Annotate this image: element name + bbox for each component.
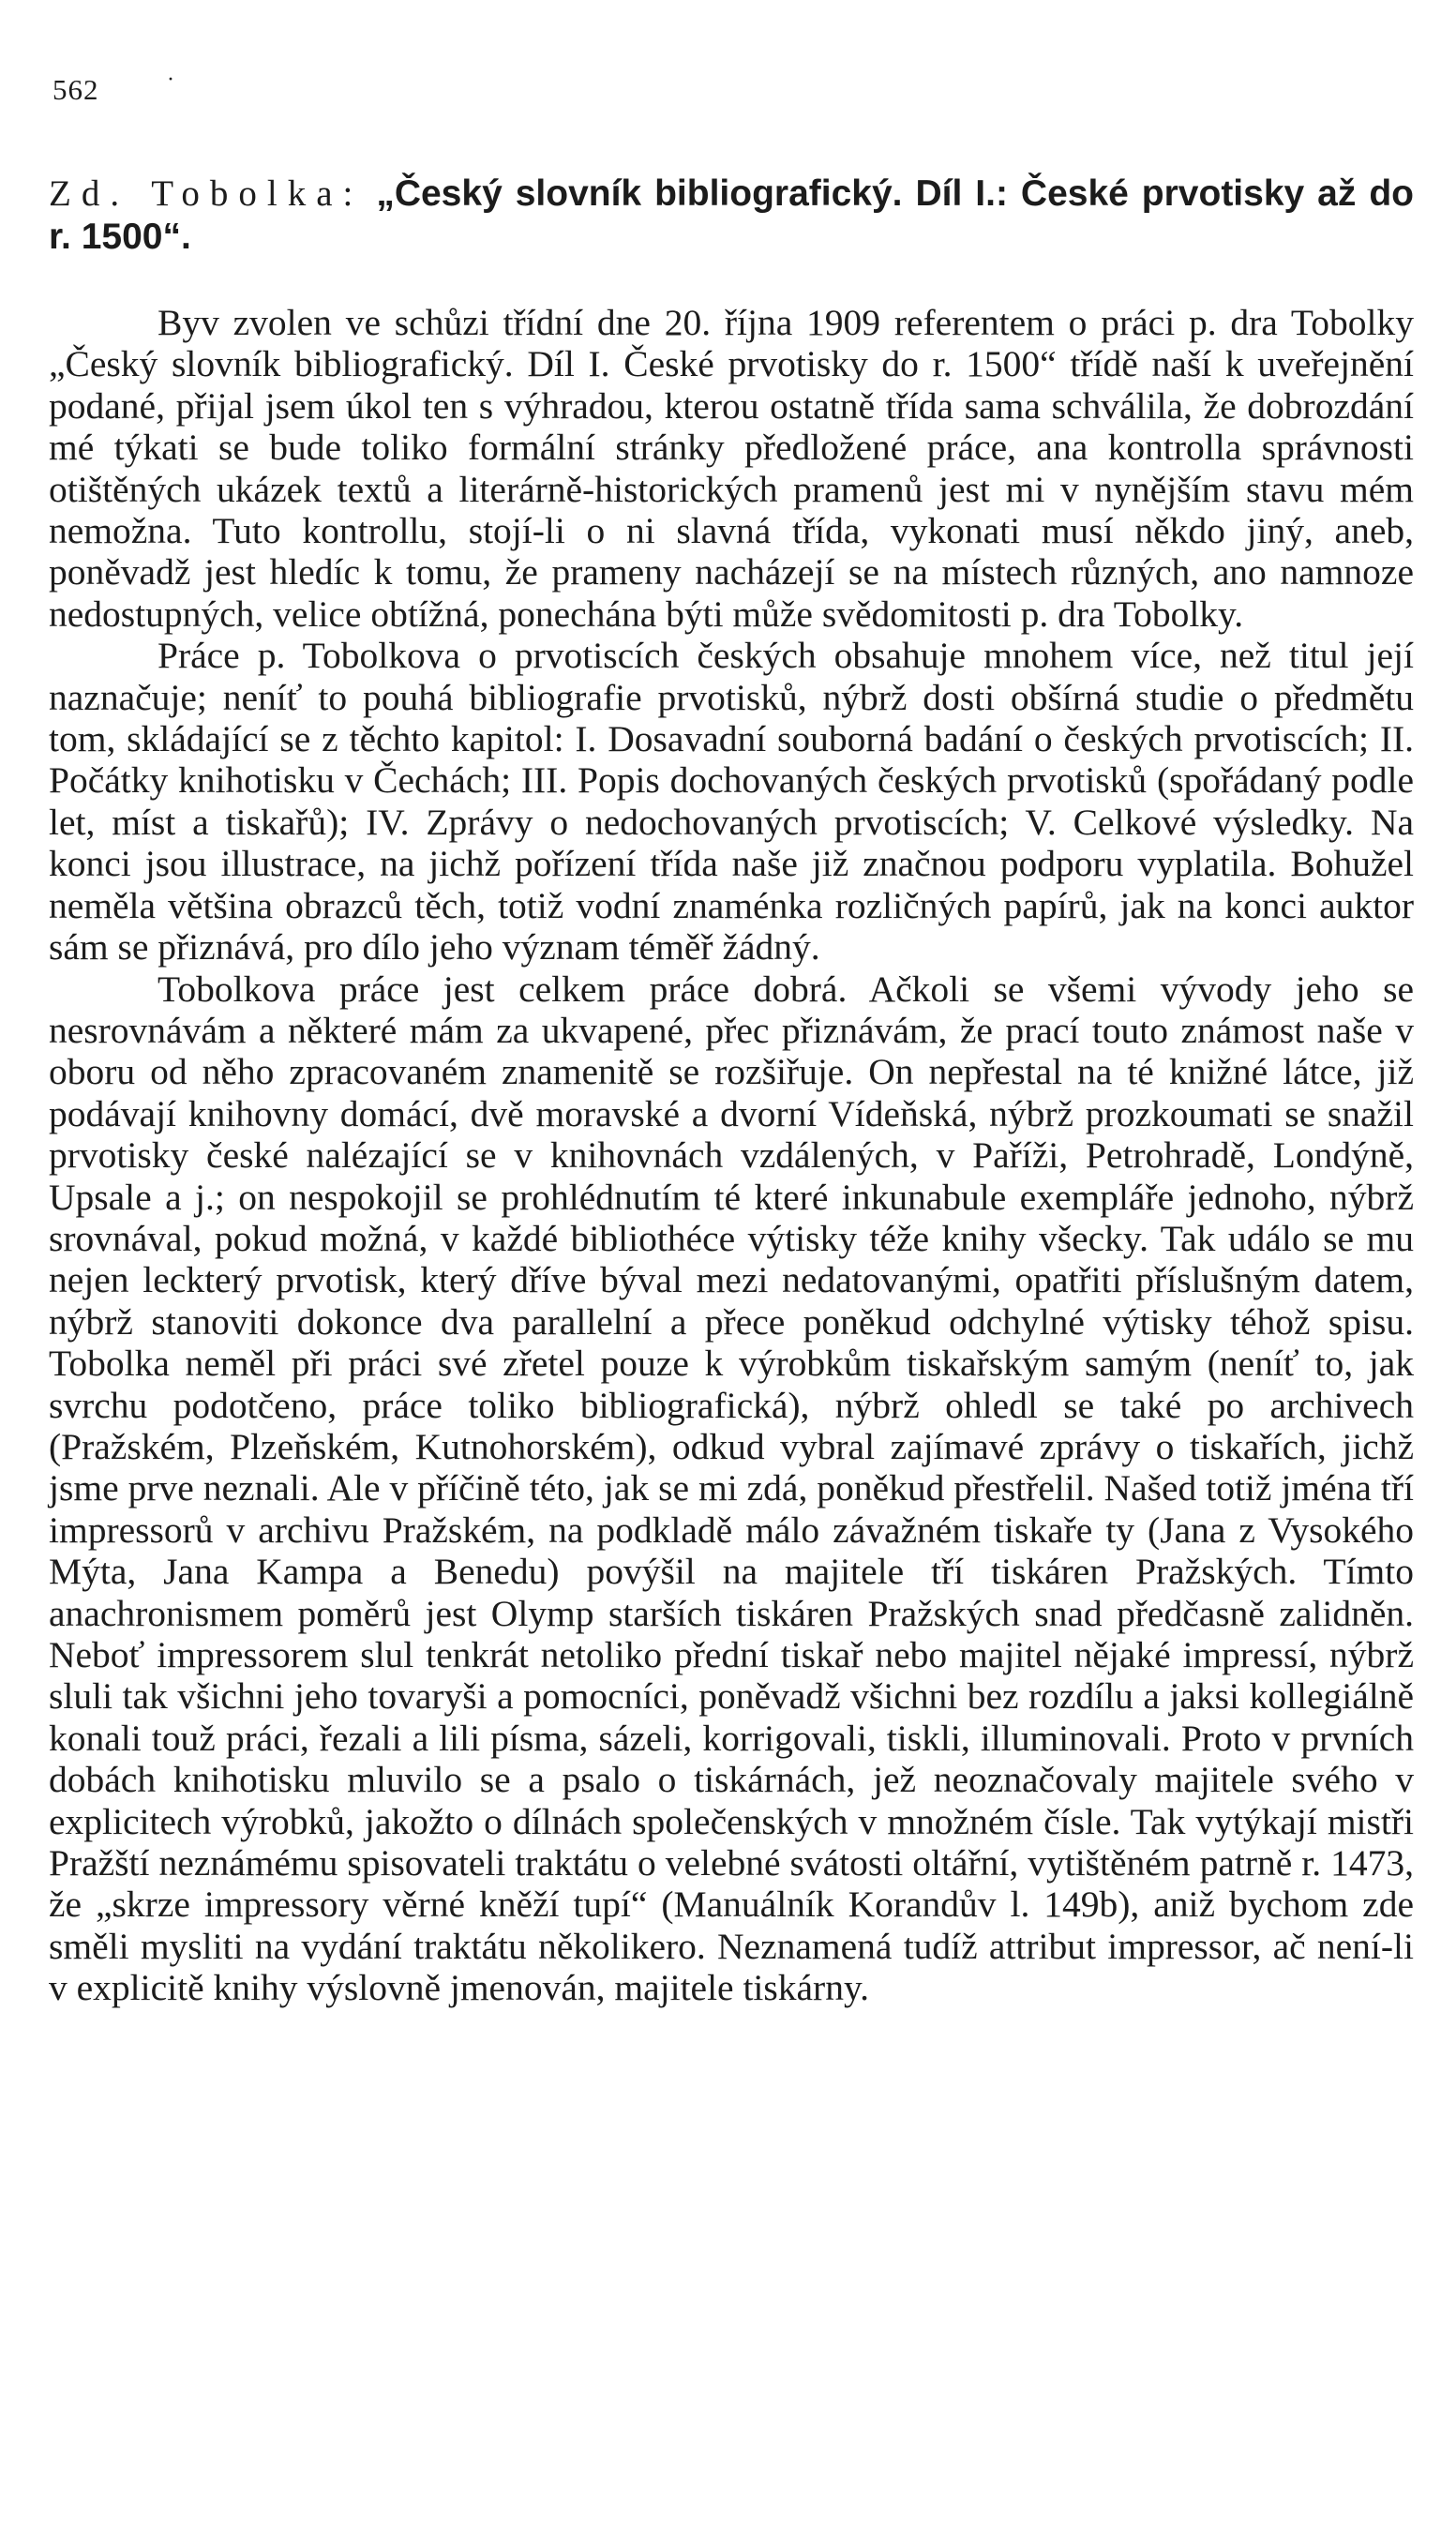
review-author: Zd. Tobolka:: [49, 173, 364, 214]
review-heading: [49, 173, 1414, 259]
paragraph-2: Práce p. Tobolkova o prvotiscích českých obsahuje mnohem více, než titul její naznačuje; neníť to pouhá bibliografie prvotisků, nýbrž dosti obšírná studie o předmětu tom, skládající se z těchto kapitol: I. Dosavadní souborná badání o českých prvotiscích; II. Počátky knihotisku v Čechách; III. Popis dochovaných českých prvotisků (spořádaný podle let, míst a tiskařů); IV. Zprávy o nedochovaných prvotiscích; V. Celkové výsledky. Na konci jsou illustrace, na jichž pořízení třída naše již značnou podporu vyplatila. Bohužel neměla většina obrazců těch, totiž vodní znaménka rozličných papírů, jak na konci auktor sám se přiznává, pro dílo jeho význam téměř žádný.: [49, 635, 1414, 968]
review-work-title: „Český slovník bibliografický. Díl I.: České prvotisky až do r. 1500“.: [49, 173, 1414, 257]
page-mark: ·: [167, 68, 174, 92]
article: [49, 173, 1414, 2009]
page-number: 562: [53, 73, 99, 106]
paragraph-1: Byv zvolen ve schůzi třídní dne 20. října 1909 referentem o práci p. dra Tobolky „Český slovník bibliografický. Díl I. České prvotisky do r. 1500“ třídě naší k uveřejnění podané, přijal jsem úkol ten s výhradou, kterou ostatně třída sama schválila, že dobrozdání mé týkati se bude toliko formální stránky předložené práce, ana kontrolla správnosti otištěných ukázek textů a literárně-historických pramenů jest mi v nynějším stavu mém nemožna. Tuto kontrollu, stojí-li o ni slavná třída, vykonati musí někdo jiný, aneb, poněvadž jest hledíc k tomu, že prameny nacházejí se na místech různých, ano namnoze nedostupných, velice obtížná, ponechána býti může svědomitosti p. dra Tobolky.: [49, 302, 1414, 635]
paragraph-3: Tobolkova práce jest celkem práce dobrá. Ačkoli se všemi vývody jeho se nesrovnávám a některé mám za ukvapené, přec přiznávám, že prací touto známost naše v oboru od něho zpracovaném znamenitě se rozšiřuje. On nepřestal na té knižné látce, již podávají knihovny domácí, dvě moravské a dvorní Vídeňská, nýbrž prozkoumati se snažil prvotisky české nalézající se v knihovnách vzdálených, v Paříži, Petrohradě, Londýně, Upsale a j.; on nespokojil se prohlédnutím té které inkunabule exempláře jednoho, nýbrž srovnával, pokud možná, v každé bibliothéce výtisky téže knihy všecky. Tak událo se mu nejen leckterý prvotisk, který dříve býval mezi nedatovanými, opatřiti příslušným datem, nýbrž stanoviti dokonce dva parallelní a přece poněkud odchylné výtisky téhož spisu. Tobolka neměl při práci své zřetel pouze k výrobkům tiskařským samým (neníť to, jak svrchu podotčeno, práce toliko bibliografická), nýbrž ohledl se také po archivech (Pražském, Plzeňském, Kutnohorském), odkud vybral zajímavé zprávy o tiskařích, jichž jsme prve neznali. Ale v příčině této, jak se mi zdá, poněkud přestřelil. Našed totiž jména tří impressorů v archivu Pražském, na podkladě málo závažném tiskaře ty (Jana z Vysokého Mýta, Jana Kampa a Benedu) povýšil na majitele tří tiskáren Pražských. Tímto anachronismem poměrů jest Olymp starších tiskáren Pražských snad předčasně zalidněn. Neboť impressorem slul tenkrát netoliko přední tiskař nebo majitel nějaké impressí, nýbrž sluli tak všichni jeho tovaryši a pomocníci, poněvadž všichni bez rozdílu a jaksi kollegiálně konali touž práci, řezali a lili písma, sázeli, korrigovali, tiskli, illuminovali. Proto v prvních dobách knihotisku mluvilo se a psalo o tiskárnách, jež neoznačovaly majitele svého v explicitech výrobků, jakožto o dílnách společenských v množném čísle. Tak vytýkají mistři Pražští neznámému spisovateli traktátu o velebné svátosti oltářní, vytištěném patrně r. 1473, že „skrze impressory věrné kněží tupí“ (Manuálník Korandův l. 149b), aniž bychom zde směli mysliti na vydání traktátu několikero. Neznamená tudíž attribut impressor, ač není-li v explicitě knihy výslovně jmenován, majitele tiskárny.: [49, 968, 1414, 2009]
